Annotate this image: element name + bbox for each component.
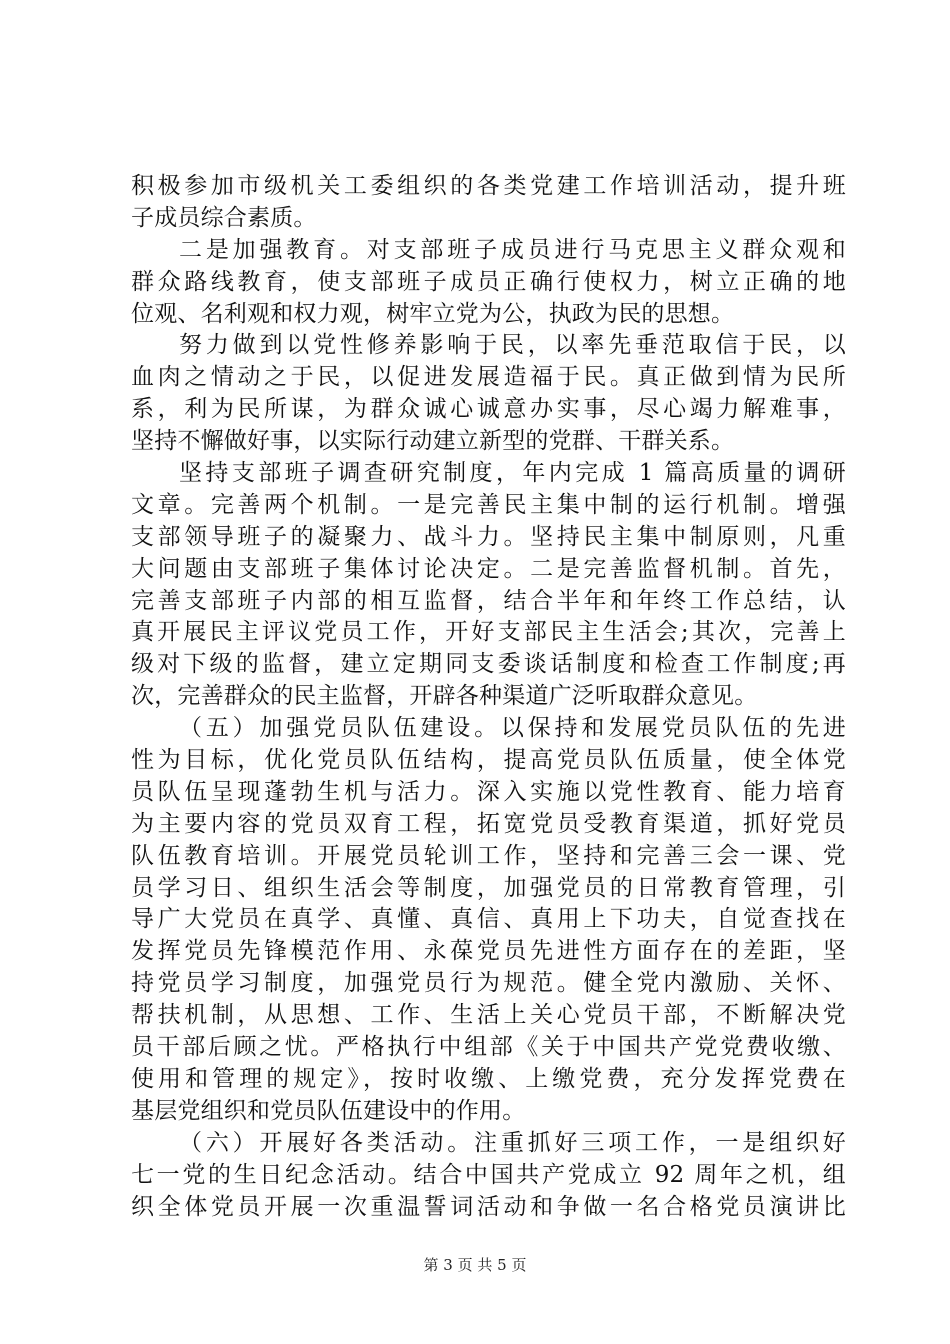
text-line: 发挥党员先锋模范作用、永葆党员先进性方面存在的差距，坚 — [131, 938, 846, 965]
text-line: 真开展民主评议党员工作，开好支部民主生活会;其次，完善上 — [131, 619, 846, 646]
text-line: 级对下级的监督，建立定期同支委谈话制度和检查工作制度;再 — [131, 651, 846, 678]
text-line: 支部领导班子的凝聚力、战斗力。坚持民主集中制原则，凡重 — [131, 523, 846, 550]
text-line: 血肉之情动之于民，以促进发展造福于民。真正做到情为民所 — [131, 364, 846, 391]
text-line: 群众路线教育，使支部班子成员正确行使权力，树立正确的地 — [131, 268, 846, 295]
text-line: 为主要内容的党员双育工程，拓宽党员受教育渠道，抓好党员 — [131, 810, 846, 837]
text-line: 帮扶机制，从思想、工作、生活上关心党员干部，不断解决党 — [131, 1002, 846, 1029]
text-line: 积极参加市级机关工委组织的各类党建工作培训活动，提升班 — [131, 173, 846, 199]
text-line: 系，利为民所谋，为群众诚心诚意办实事，尽心竭力解难事， — [131, 396, 846, 423]
document-body — [131, 171, 846, 1223]
text-line: 努力做到以党性修养影响于民，以率先垂范取信于民，以 — [179, 332, 846, 359]
text-line: （五）加强党员队伍建设。以保持和发展党员队伍的先进 — [179, 715, 846, 742]
text-line: 大问题由支部班子集体讨论决定。二是完善监督机制。首先， — [131, 555, 846, 582]
text-line: 员队伍呈现蓬勃生机与活力。深入实施以党性教育、能力培育 — [131, 778, 846, 805]
text-line: 位观、名利观和权力观，树牢立党为公，执政为民的思想。 — [131, 300, 735, 327]
text-line: 七一党的生日纪念活动。结合中国共产党成立 92 周年之机，组 — [131, 1161, 846, 1188]
text-line: 次，完善群众的民主监督，开辟各种渠道广泛听取群众意见。 — [131, 683, 758, 710]
page-footer: 第 3 页 共 5 页 — [423, 1256, 527, 1274]
text-line: 二是加强教育。对支部班子成员进行马克思主义群众观和 — [179, 236, 846, 263]
text-line: 导广大党员在真学、真懂、真信、真用上下功夫，自觉查找在 — [131, 906, 846, 933]
text-line: 子成员综合素质。 — [131, 204, 317, 231]
text-line: 完善支部班子内部的相互监督，结合半年和年终工作总结，认 — [131, 587, 846, 614]
text-line: 性为目标，优化党员队伍结构，提高党员队伍质量，使全体党 — [131, 747, 846, 774]
text-line: 队伍教育培训。开展党员轮训工作，坚持和完善三会一课、党 — [131, 842, 846, 869]
text-line: 员干部后顾之忧。严格执行中组部《关于中国共产党党费收缴、 — [131, 1034, 846, 1061]
text-line: 员学习日、组织生活会等制度，加强党员的日常教育管理，引 — [131, 874, 846, 901]
text-line: 坚持不懈做好事，以实际行动建立新型的党群、干群关系。 — [131, 428, 735, 455]
text-line: 文章。完善两个机制。一是完善民主集中制的运行机制。增强 — [131, 491, 846, 518]
text-line: （六）开展好各类活动。注重抓好三项工作，一是组织好 — [179, 1129, 846, 1156]
text-line: 基层党组织和党员队伍建设中的作用。 — [131, 1097, 526, 1124]
text-line: 使用和管理的规定》，按时收缴、上缴党费，充分发挥党费在 — [131, 1065, 846, 1092]
text-line: 坚持支部班子调查研究制度，年内完成 1 篇高质量的调研 — [179, 460, 846, 487]
text-line: 持党员学习制度，加强党员行为规范。健全党内激励、关怀、 — [131, 970, 846, 997]
text-line: 织全体党员开展一次重温誓词活动和争做一名合格党员演讲比 — [131, 1193, 846, 1220]
